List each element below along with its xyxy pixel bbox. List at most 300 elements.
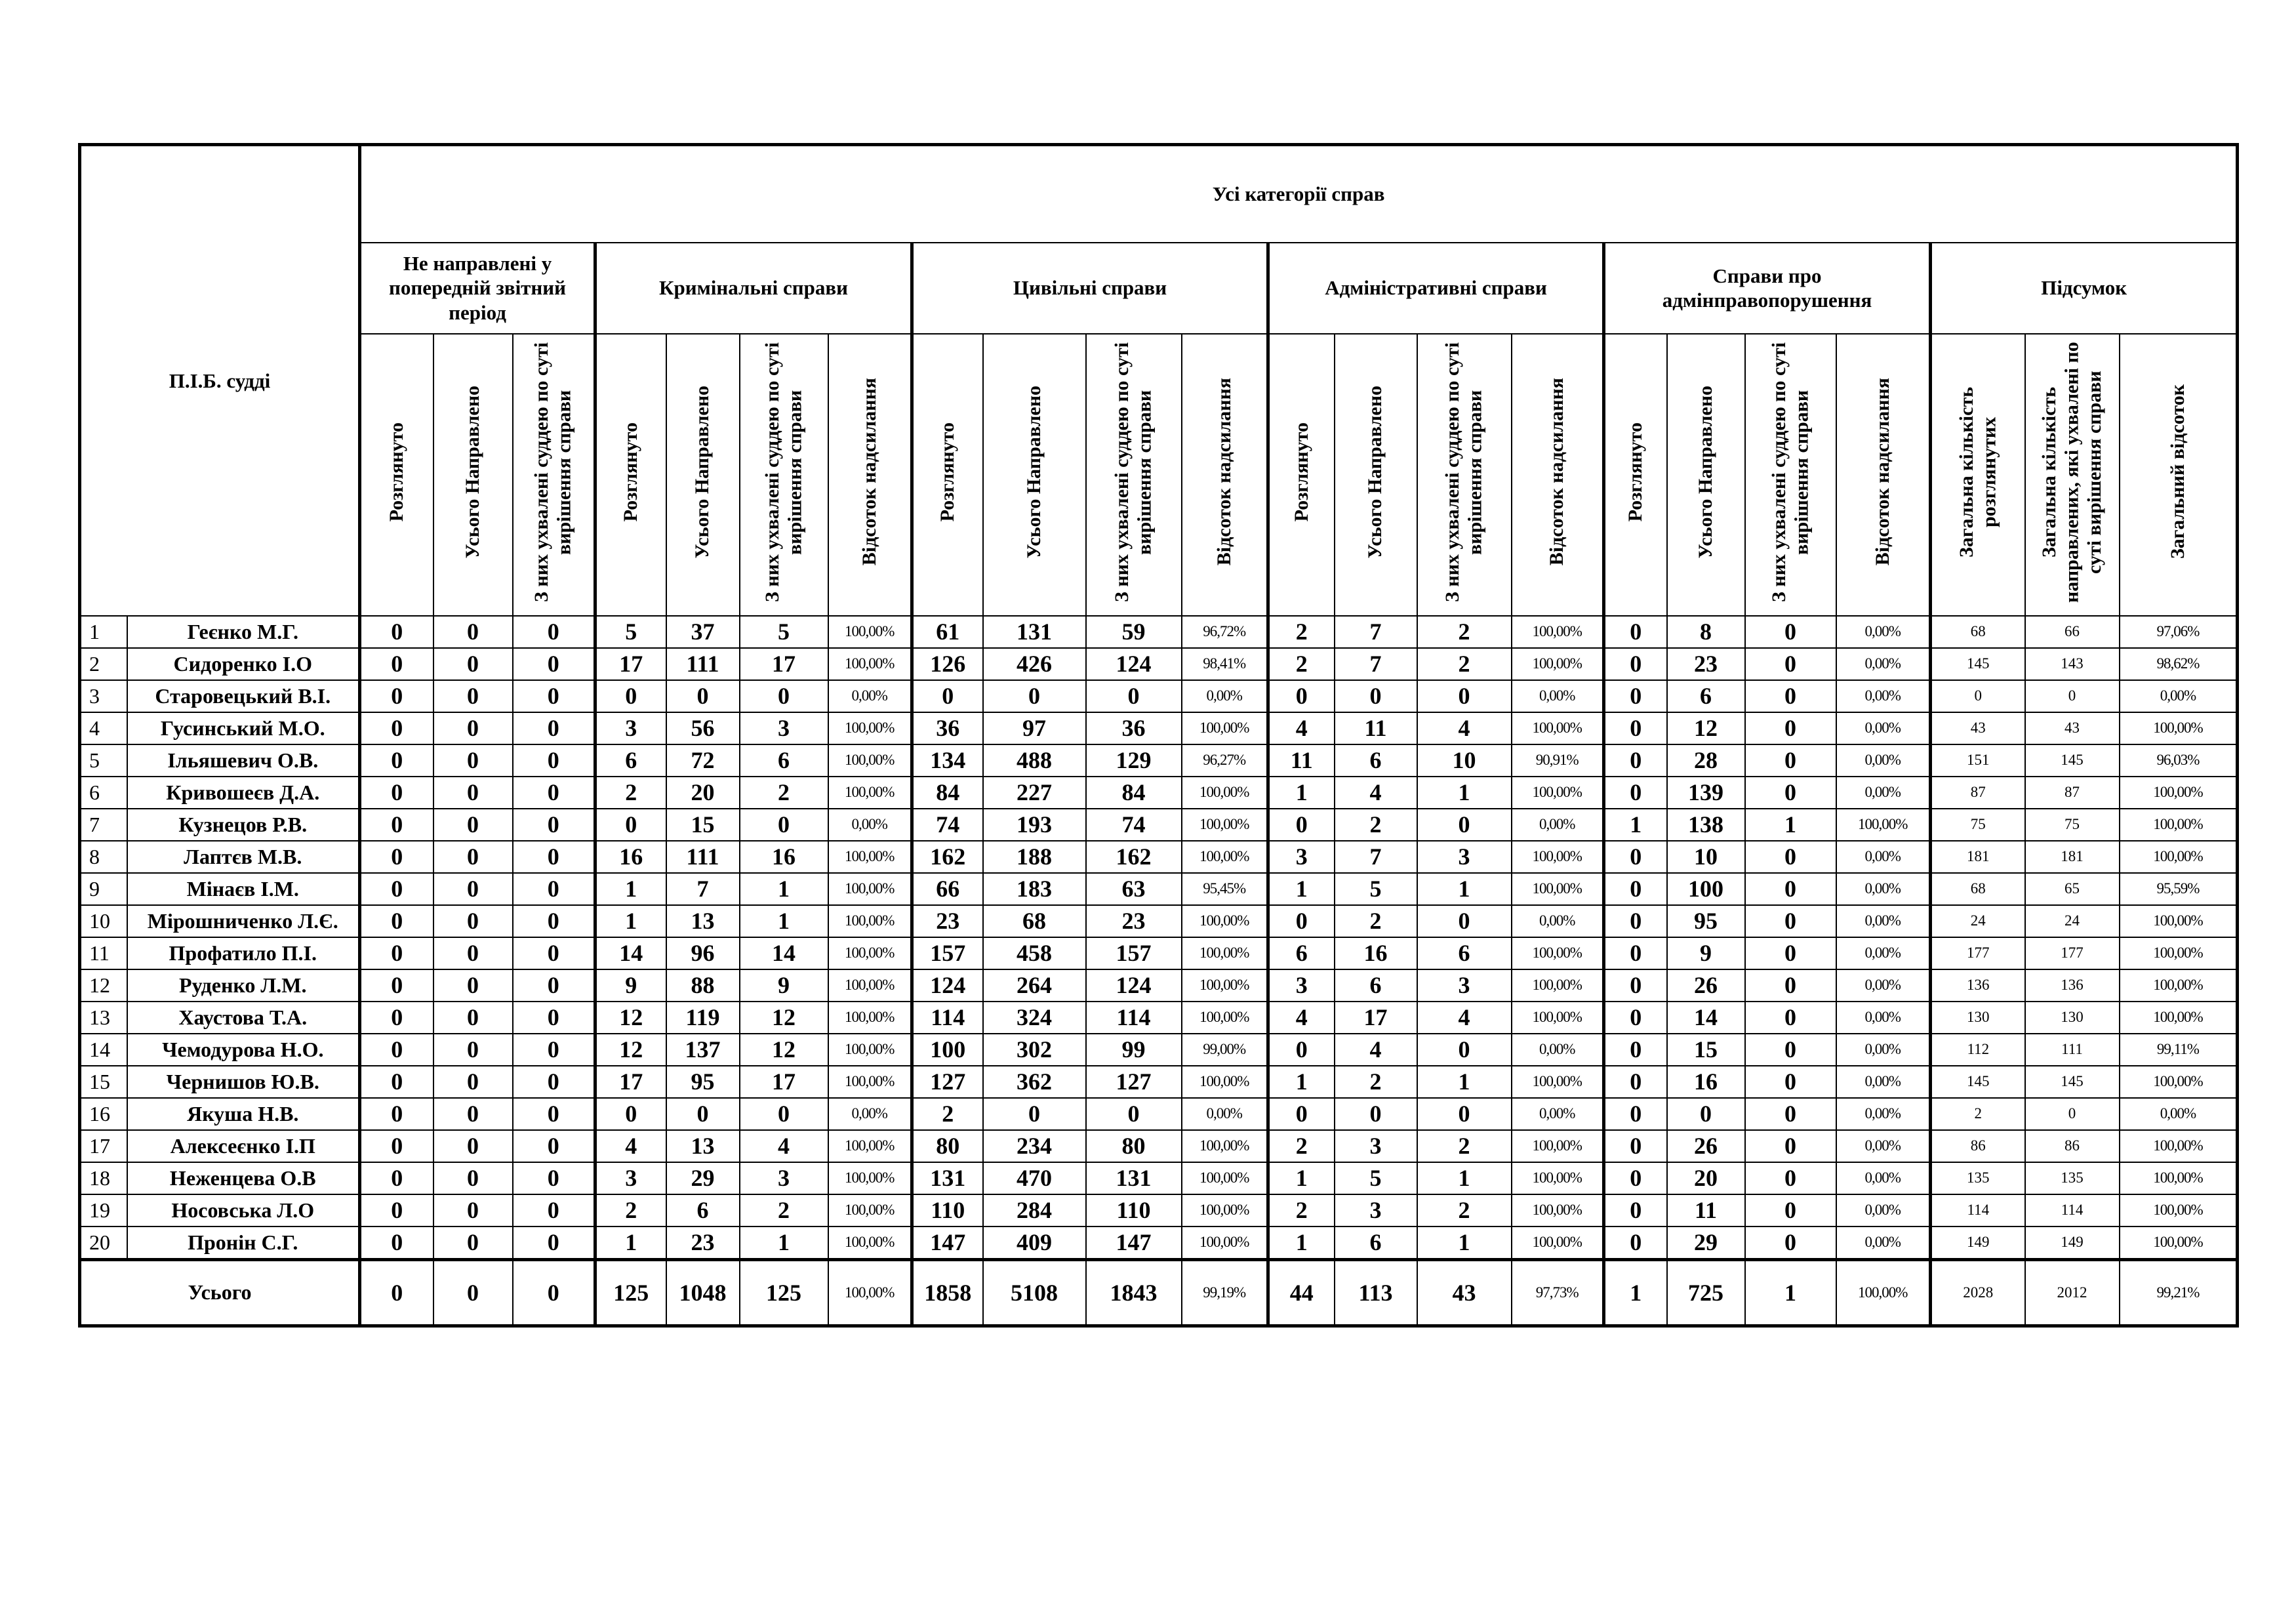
row-number: 8 xyxy=(80,841,127,873)
judge-name: Сидоренко І.О xyxy=(127,648,360,680)
value-cell: 0 xyxy=(1745,1194,1836,1227)
value-cell: 138 xyxy=(1667,809,1745,841)
value-cell: 0,00% xyxy=(1836,1194,1931,1227)
value-cell: 149 xyxy=(1931,1227,2025,1260)
value-cell: 6 xyxy=(1417,937,1512,969)
value-cell: 135 xyxy=(2025,1162,2120,1194)
value-cell: 6 xyxy=(595,744,666,777)
value-cell: 0 xyxy=(1268,905,1335,937)
value-cell: 16 xyxy=(740,841,828,873)
subcolumn-header xyxy=(2120,334,2238,616)
table-row xyxy=(80,1227,2238,1260)
value-cell: 12 xyxy=(595,1034,666,1066)
value-cell: 100,00% xyxy=(828,744,912,777)
total-value-cell: 2028 xyxy=(1931,1259,2025,1326)
value-cell: 0 xyxy=(513,777,595,809)
judge-name: Мінаєв І.М. xyxy=(127,873,360,905)
value-cell: 0 xyxy=(433,616,513,648)
value-cell: 111 xyxy=(666,648,740,680)
value-cell: 4 xyxy=(740,1130,828,1162)
row-number: 20 xyxy=(80,1227,127,1260)
value-cell: 1 xyxy=(740,905,828,937)
value-cell: 3 xyxy=(1268,969,1335,1002)
value-cell: 6 xyxy=(1335,969,1417,1002)
row-number: 12 xyxy=(80,969,127,1002)
value-cell: 0,00% xyxy=(1836,712,1931,744)
total-value-cell: 100,00% xyxy=(1836,1259,1931,1326)
value-cell: 0,00% xyxy=(1512,1034,1604,1066)
value-cell: 126 xyxy=(912,648,983,680)
value-cell: 145 xyxy=(1931,1066,2025,1098)
table-row xyxy=(80,809,2238,841)
row-number: 9 xyxy=(80,873,127,905)
value-cell: 100,00% xyxy=(828,1162,912,1194)
value-cell: 0 xyxy=(360,616,433,648)
subcolumn-header xyxy=(740,334,828,616)
value-cell: 17 xyxy=(740,648,828,680)
subcolumn-header-label: Відсоток надсилання xyxy=(1871,378,1893,566)
judge-name: Старовецький В.І. xyxy=(127,680,360,712)
value-cell: 95,59% xyxy=(2120,873,2238,905)
value-cell: 100,00% xyxy=(1512,777,1604,809)
value-cell: 0 xyxy=(360,809,433,841)
value-cell: 157 xyxy=(1086,937,1182,969)
table-row xyxy=(80,744,2238,777)
value-cell: 1 xyxy=(1745,809,1836,841)
value-cell: 0 xyxy=(360,1227,433,1260)
value-cell: 14 xyxy=(595,937,666,969)
group-header-admin-offences: Справи про адмінправопорушення xyxy=(1604,243,1931,334)
value-cell: 0 xyxy=(1604,1162,1667,1194)
value-cell: 97,06% xyxy=(2120,616,2238,648)
value-cell: 124 xyxy=(1086,648,1182,680)
judge-name: Чернишов Ю.В. xyxy=(127,1066,360,1098)
value-cell: 193 xyxy=(983,809,1086,841)
value-cell: 100,00% xyxy=(1512,1227,1604,1260)
value-cell: 23 xyxy=(1086,905,1182,937)
row-number: 10 xyxy=(80,905,127,937)
value-cell: 86 xyxy=(1931,1130,2025,1162)
value-cell: 20 xyxy=(1667,1162,1745,1194)
table-header xyxy=(80,145,2238,616)
value-cell: 23 xyxy=(666,1227,740,1260)
value-cell: 0 xyxy=(433,905,513,937)
value-cell: 0 xyxy=(360,1034,433,1066)
value-cell: 100,00% xyxy=(1836,809,1931,841)
value-cell: 100,00% xyxy=(1182,809,1268,841)
value-cell: 0 xyxy=(513,1227,595,1260)
value-cell: 2 xyxy=(740,777,828,809)
value-cell: 100,00% xyxy=(1512,1162,1604,1194)
value-cell: 0 xyxy=(433,744,513,777)
subcolumn-header-label: Відсоток надсилання xyxy=(858,378,880,566)
table-row xyxy=(80,1130,2238,1162)
value-cell: 97 xyxy=(983,712,1086,744)
value-cell: 0,00% xyxy=(1836,969,1931,1002)
value-cell: 100,00% xyxy=(1512,969,1604,1002)
subcolumn-header xyxy=(2025,334,2120,616)
value-cell: 143 xyxy=(2025,648,2120,680)
judges-report-table xyxy=(78,143,2239,1328)
value-cell: 95,45% xyxy=(1182,873,1268,905)
value-cell: 13 xyxy=(666,1130,740,1162)
value-cell: 234 xyxy=(983,1130,1086,1162)
value-cell: 43 xyxy=(1931,712,2025,744)
judge-name: Ільяшевич О.В. xyxy=(127,744,360,777)
value-cell: 1 xyxy=(1417,1066,1512,1098)
subcolumn-header xyxy=(1667,334,1745,616)
value-cell: 59 xyxy=(1086,616,1182,648)
value-cell: 0 xyxy=(513,1194,595,1227)
total-value-cell: 125 xyxy=(740,1259,828,1326)
value-cell: 0,00% xyxy=(1836,1034,1931,1066)
value-cell: 100,00% xyxy=(1182,1194,1268,1227)
table-row xyxy=(80,1194,2238,1227)
value-cell: 0 xyxy=(1745,1066,1836,1098)
subcolumn-header-label: Усього Направлено xyxy=(1364,385,1386,559)
value-cell: 0 xyxy=(513,680,595,712)
value-cell: 181 xyxy=(2025,841,2120,873)
value-cell: 84 xyxy=(912,777,983,809)
value-cell: 17 xyxy=(1335,1002,1417,1034)
value-cell: 23 xyxy=(912,905,983,937)
value-cell: 0 xyxy=(360,873,433,905)
value-cell: 0 xyxy=(1417,680,1512,712)
value-cell: 0 xyxy=(1268,680,1335,712)
subcolumn-header xyxy=(1604,334,1667,616)
value-cell: 4 xyxy=(1268,1002,1335,1034)
value-cell: 1 xyxy=(740,873,828,905)
value-cell: 9 xyxy=(740,969,828,1002)
value-cell: 100,00% xyxy=(828,1227,912,1260)
value-cell: 2 xyxy=(1417,1130,1512,1162)
value-cell: 0 xyxy=(513,1034,595,1066)
value-cell: 0 xyxy=(1745,616,1836,648)
value-cell: 2 xyxy=(1268,1194,1335,1227)
subcolumn-header-label: Усього Направлено xyxy=(1022,385,1045,559)
value-cell: 100,00% xyxy=(1512,1194,1604,1227)
row-number: 11 xyxy=(80,937,127,969)
value-cell: 9 xyxy=(1667,937,1745,969)
value-cell: 147 xyxy=(1086,1227,1182,1260)
table-row xyxy=(80,937,2238,969)
value-cell: 136 xyxy=(2025,969,2120,1002)
value-cell: 84 xyxy=(1086,777,1182,809)
total-value-cell: 97,73% xyxy=(1512,1259,1604,1326)
value-cell: 16 xyxy=(595,841,666,873)
value-cell: 1 xyxy=(1268,873,1335,905)
value-cell: 131 xyxy=(983,616,1086,648)
total-value-cell: 1858 xyxy=(912,1259,983,1326)
value-cell: 149 xyxy=(2025,1227,2120,1260)
value-cell: 0 xyxy=(360,744,433,777)
subcolumn-header xyxy=(1512,334,1604,616)
value-cell: 100,00% xyxy=(828,937,912,969)
value-cell: 100,00% xyxy=(828,905,912,937)
judge-name: Носовська Л.О xyxy=(127,1194,360,1227)
value-cell: 0,00% xyxy=(828,809,912,841)
value-cell: 100,00% xyxy=(1182,937,1268,969)
value-cell: 227 xyxy=(983,777,1086,809)
subcolumn-header-label: З них ухвалені суддею по суті вирішення справи xyxy=(761,342,806,602)
subcolumn-header-label: Загальний відсоток xyxy=(2166,384,2188,559)
judge-name: Лаптєв М.В. xyxy=(127,841,360,873)
value-cell: 0 xyxy=(1745,648,1836,680)
value-cell: 100,00% xyxy=(828,873,912,905)
value-cell: 0,00% xyxy=(1836,905,1931,937)
value-cell: 0,00% xyxy=(1836,1098,1931,1130)
value-cell: 0 xyxy=(1604,937,1667,969)
value-cell: 188 xyxy=(983,841,1086,873)
value-cell: 0 xyxy=(433,873,513,905)
table-row xyxy=(80,873,2238,905)
value-cell: 0 xyxy=(1745,1130,1836,1162)
value-cell: 0 xyxy=(1604,969,1667,1002)
value-cell: 0 xyxy=(1745,777,1836,809)
value-cell: 264 xyxy=(983,969,1086,1002)
value-cell: 7 xyxy=(1335,616,1417,648)
judge-name: Кривошеєв Д.А. xyxy=(127,777,360,809)
value-cell: 0 xyxy=(595,680,666,712)
value-cell: 1 xyxy=(1417,873,1512,905)
value-cell: 0 xyxy=(912,680,983,712)
value-cell: 0,00% xyxy=(1512,809,1604,841)
judge-name-header: П.І.Б. судді xyxy=(80,145,360,616)
value-cell: 100,00% xyxy=(828,1194,912,1227)
value-cell: 100,00% xyxy=(2120,1066,2238,1098)
value-cell: 3 xyxy=(1268,841,1335,873)
subcolumn-header-label: Відсоток надсилання xyxy=(1213,378,1235,566)
value-cell: 0 xyxy=(433,1098,513,1130)
value-cell: 4 xyxy=(1417,712,1512,744)
value-cell: 111 xyxy=(666,841,740,873)
value-cell: 0 xyxy=(1268,1098,1335,1130)
value-cell: 0 xyxy=(1335,1098,1417,1130)
value-cell: 0 xyxy=(1745,680,1836,712)
value-cell: 0 xyxy=(1086,680,1182,712)
value-cell: 5 xyxy=(595,616,666,648)
subcolumn-header xyxy=(360,334,433,616)
value-cell: 26 xyxy=(1667,969,1745,1002)
value-cell: 130 xyxy=(1931,1002,2025,1034)
row-number: 15 xyxy=(80,1066,127,1098)
value-cell: 0 xyxy=(1604,616,1667,648)
value-cell: 2 xyxy=(1417,1194,1512,1227)
value-cell: 0 xyxy=(1268,1034,1335,1066)
group-header-not-sent: Не направлені у попередній звітний період xyxy=(360,243,595,334)
value-cell: 114 xyxy=(1086,1002,1182,1034)
value-cell: 61 xyxy=(912,616,983,648)
value-cell: 100,00% xyxy=(1512,1130,1604,1162)
value-cell: 1 xyxy=(1268,1066,1335,1098)
row-number: 19 xyxy=(80,1194,127,1227)
value-cell: 135 xyxy=(1931,1162,2025,1194)
value-cell: 0 xyxy=(360,680,433,712)
value-cell: 0 xyxy=(433,1034,513,1066)
value-cell: 99,11% xyxy=(2120,1034,2238,1066)
value-cell: 0 xyxy=(2025,680,2120,712)
value-cell: 43 xyxy=(2025,712,2120,744)
value-cell: 0 xyxy=(1604,712,1667,744)
judge-name: Пронін С.Г. xyxy=(127,1227,360,1260)
value-cell: 100,00% xyxy=(1182,969,1268,1002)
value-cell: 80 xyxy=(912,1130,983,1162)
value-cell: 2 xyxy=(1268,616,1335,648)
value-cell: 100,00% xyxy=(1182,841,1268,873)
row-number: 5 xyxy=(80,744,127,777)
value-cell: 100,00% xyxy=(2120,937,2238,969)
value-cell: 0 xyxy=(1086,1098,1182,1130)
value-cell: 96 xyxy=(666,937,740,969)
value-cell: 4 xyxy=(595,1130,666,1162)
table-row xyxy=(80,1098,2238,1130)
subcolumn-header-label: Загальна кількість направлених, які ухвалені по суті вирішення справи xyxy=(2038,341,2105,603)
value-cell: 0 xyxy=(513,1098,595,1130)
value-cell: 100,00% xyxy=(2120,1162,2238,1194)
value-cell: 100,00% xyxy=(2120,1194,2238,1227)
subcolumn-header-label: Відсоток надсилання xyxy=(1546,378,1568,566)
judge-name: Якуша Н.В. xyxy=(127,1098,360,1130)
value-cell: 0 xyxy=(1417,1098,1512,1130)
value-cell: 14 xyxy=(1667,1002,1745,1034)
value-cell: 17 xyxy=(595,1066,666,1098)
value-cell: 20 xyxy=(666,777,740,809)
total-value-cell: 125 xyxy=(595,1259,666,1326)
value-cell: 183 xyxy=(983,873,1086,905)
value-cell: 1 xyxy=(1417,777,1512,809)
value-cell: 0 xyxy=(360,969,433,1002)
value-cell: 12 xyxy=(1667,712,1745,744)
total-value-cell: 0 xyxy=(513,1259,595,1326)
value-cell: 6 xyxy=(1335,1227,1417,1260)
value-cell: 100,00% xyxy=(1512,1066,1604,1098)
value-cell: 284 xyxy=(983,1194,1086,1227)
group-header-administrative: Адміністративні справи xyxy=(1268,243,1604,334)
value-cell: 0 xyxy=(1604,1066,1667,1098)
value-cell: 302 xyxy=(983,1034,1086,1066)
value-cell: 12 xyxy=(740,1002,828,1034)
value-cell: 114 xyxy=(2025,1194,2120,1227)
value-cell: 0,00% xyxy=(1836,1162,1931,1194)
value-cell: 100,00% xyxy=(2120,1227,2238,1260)
subcolumn-header-label: З них ухвалені суддею по суті вирішення справи xyxy=(1111,342,1156,602)
total-value-cell: 0 xyxy=(360,1259,433,1326)
value-cell: 24 xyxy=(1931,905,2025,937)
value-cell: 2 xyxy=(1335,1066,1417,1098)
value-cell: 0,00% xyxy=(1512,680,1604,712)
value-cell: 177 xyxy=(1931,937,2025,969)
value-cell: 0,00% xyxy=(1836,744,1931,777)
value-cell: 68 xyxy=(1931,873,2025,905)
total-value-cell: 2012 xyxy=(2025,1259,2120,1326)
value-cell: 0 xyxy=(433,841,513,873)
value-cell: 0 xyxy=(1745,873,1836,905)
value-cell: 17 xyxy=(740,1066,828,1098)
value-cell: 4 xyxy=(1268,712,1335,744)
value-cell: 0 xyxy=(2025,1098,2120,1130)
value-cell: 0 xyxy=(740,680,828,712)
row-number: 6 xyxy=(80,777,127,809)
table-row xyxy=(80,616,2238,648)
value-cell: 0 xyxy=(433,809,513,841)
value-cell: 100 xyxy=(912,1034,983,1066)
total-value-cell: 1 xyxy=(1745,1259,1836,1326)
value-cell: 15 xyxy=(666,809,740,841)
value-cell: 100,00% xyxy=(1512,873,1604,905)
value-cell: 68 xyxy=(983,905,1086,937)
subcolumn-header-label: Розглянуто xyxy=(386,422,408,522)
value-cell: 12 xyxy=(595,1002,666,1034)
value-cell: 100,00% xyxy=(1512,1002,1604,1034)
value-cell: 1 xyxy=(595,905,666,937)
value-cell: 0 xyxy=(666,680,740,712)
value-cell: 100,00% xyxy=(1512,712,1604,744)
value-cell: 29 xyxy=(1667,1227,1745,1260)
value-cell: 0 xyxy=(1604,841,1667,873)
value-cell: 0 xyxy=(1745,1002,1836,1034)
value-cell: 0 xyxy=(513,937,595,969)
value-cell: 0,00% xyxy=(2120,680,2238,712)
value-cell: 3 xyxy=(1417,841,1512,873)
value-cell: 0 xyxy=(433,937,513,969)
value-cell: 131 xyxy=(1086,1162,1182,1194)
value-cell: 3 xyxy=(740,1162,828,1194)
subcolumn-header-label: Усього Направлено xyxy=(1694,385,1716,559)
subcolumn-header-label: Загальна кількість розглянутих xyxy=(1955,386,2000,558)
value-cell: 119 xyxy=(666,1002,740,1034)
value-cell: 100 xyxy=(1667,873,1745,905)
value-cell: 87 xyxy=(1931,777,2025,809)
value-cell: 87 xyxy=(2025,777,2120,809)
value-cell: 114 xyxy=(912,1002,983,1034)
value-cell: 6 xyxy=(1667,680,1745,712)
value-cell: 1 xyxy=(1268,1162,1335,1194)
subcolumn-header-label: Усього Направлено xyxy=(691,385,714,559)
subcolumn-header xyxy=(1268,334,1335,616)
value-cell: 131 xyxy=(912,1162,983,1194)
subcolumn-header xyxy=(666,334,740,616)
value-cell: 0 xyxy=(360,937,433,969)
value-cell: 151 xyxy=(1931,744,2025,777)
value-cell: 162 xyxy=(912,841,983,873)
table-row xyxy=(80,841,2238,873)
value-cell: 0,00% xyxy=(828,1098,912,1130)
judge-name: Гусинський М.О. xyxy=(127,712,360,744)
value-cell: 24 xyxy=(2025,905,2120,937)
value-cell: 7 xyxy=(1335,841,1417,873)
value-cell: 0 xyxy=(360,1162,433,1194)
value-cell: 0 xyxy=(1417,905,1512,937)
total-value-cell: 100,00% xyxy=(828,1259,912,1326)
row-number: 18 xyxy=(80,1162,127,1194)
value-cell: 0 xyxy=(1417,1034,1512,1066)
value-cell: 0 xyxy=(1417,809,1512,841)
value-cell: 99,00% xyxy=(1182,1034,1268,1066)
value-cell: 0 xyxy=(433,1130,513,1162)
value-cell: 100,00% xyxy=(828,777,912,809)
value-cell: 0 xyxy=(360,1130,433,1162)
value-cell: 56 xyxy=(666,712,740,744)
value-cell: 0 xyxy=(1745,905,1836,937)
value-cell: 100,00% xyxy=(1182,712,1268,744)
value-cell: 63 xyxy=(1086,873,1182,905)
value-cell: 26 xyxy=(1667,1130,1745,1162)
value-cell: 0 xyxy=(360,841,433,873)
value-cell: 426 xyxy=(983,648,1086,680)
value-cell: 0 xyxy=(360,1098,433,1130)
value-cell: 0,00% xyxy=(1836,937,1931,969)
subcolumn-header xyxy=(983,334,1086,616)
